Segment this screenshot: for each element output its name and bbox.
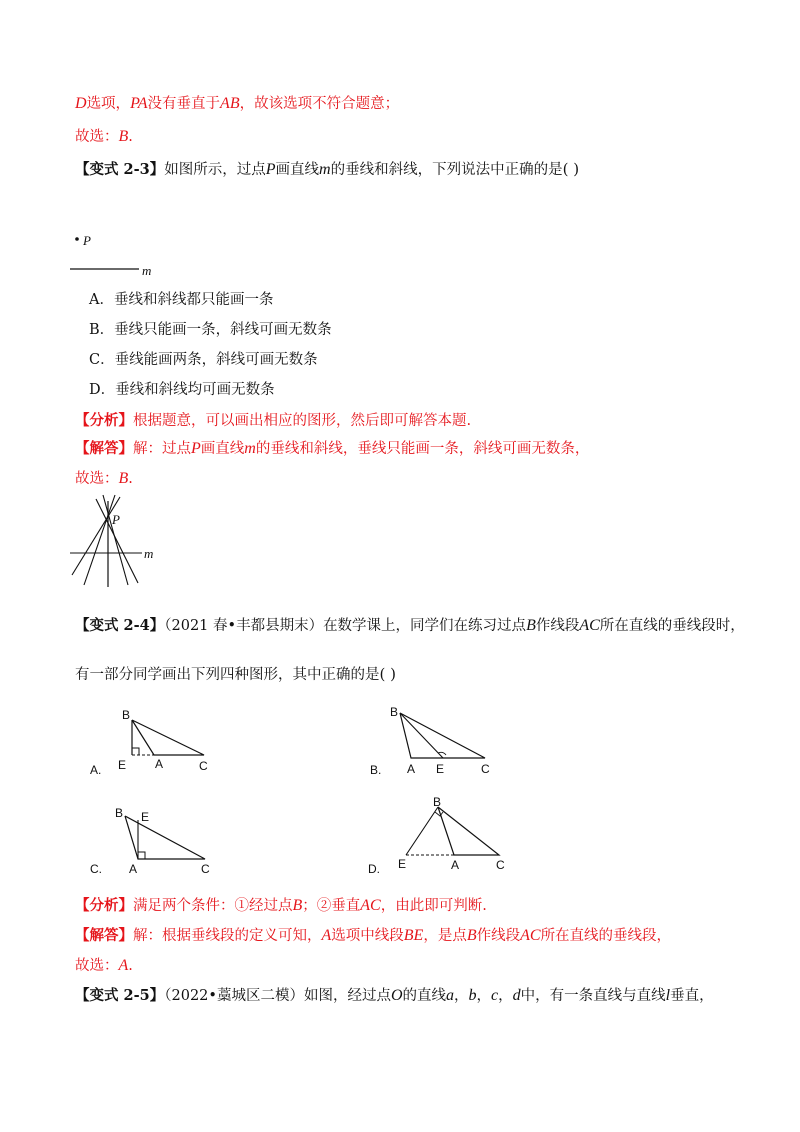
text: 有一部分同学画出下列四种图形，其中正确的是 [75,667,380,683]
answer-parens: ( ) [379,665,396,683]
text: . [128,471,133,487]
text: 解：根据垂线段的定义可知， [133,928,322,944]
option-a: A．垂线和斜线都只能画一条 [89,292,274,308]
point-p [75,237,79,241]
option-label: B. [370,763,382,777]
var-be: BE [403,927,424,944]
var-m: m [244,440,256,457]
text: 的直线 [402,988,447,1004]
text: 满足两个条件：①经过点 [133,898,293,914]
solution-2-3 [75,439,589,459]
triangle-abc [125,816,205,859]
text: ，故该选项不符合题意； [239,96,400,112]
segment-be [400,713,443,758]
figure-option-b [368,700,508,780]
triangle-abc [132,720,204,755]
text: 的垂线和斜线，垂线只能画一条，斜线可画无数条， [255,441,590,457]
text: 的垂线和斜线，下列说法中正确的是 [330,162,563,178]
label-a: A [407,762,416,776]
text: 没有垂直于 [147,96,221,112]
text: （2021 春•丰都县期末）在数学课上，同学们在练习过点 [164,618,527,634]
var-a: A [118,957,129,974]
option-label: A. [90,763,102,777]
choice-line-2 [75,469,133,489]
choice-line-3 [75,956,133,976]
label-e: E [141,810,150,824]
text: ， [454,988,469,1004]
label-p: P [83,233,91,248]
var-p: P [265,161,276,178]
var-a: a [446,987,455,1004]
oblique-line [84,495,115,585]
var-d: D [75,95,87,112]
analysis-2-4 [75,896,487,916]
choice-line-1 [75,127,133,147]
text: ，是点 [423,928,467,944]
text: 所在直线的垂线段， [540,928,672,944]
var-b: B [466,927,477,944]
label-c: C [496,858,505,872]
right-angle-mark [435,812,443,816]
text: 作线段 [535,618,580,634]
text: 中，有一条直线与直线 [520,988,666,1004]
var-b: B [118,128,129,145]
text: 作线段 [476,928,521,944]
text: . [128,958,133,974]
var-o: O [390,987,403,1004]
var-ac: AC [579,617,600,634]
figure-option-c [88,803,228,878]
answer-line-d [75,94,399,114]
var-p: P [191,440,201,457]
var-ac: AC [360,897,381,914]
label-p: P [112,512,120,527]
text: ， [498,988,513,1004]
var-l: l [665,987,671,1004]
label-e: E [398,857,407,871]
label-a: A [155,757,164,771]
text: 根据题意，可以画出相应的图形，然后即可解答本题. [133,413,472,429]
figure-lines-through-p [70,493,170,588]
label-a: A [129,862,138,876]
label-c: C [481,762,490,776]
text: 如图所示，过点 [164,162,266,178]
var-b: b [468,987,477,1004]
solution-tag: 【解答】 [75,440,133,457]
text: . [128,129,133,145]
var-m: m [319,161,331,178]
label-c: C [199,759,208,773]
var-b: B [118,470,129,487]
figure-point-and-line [70,230,170,285]
text: 选项， [86,96,131,112]
segment-be [406,807,438,855]
text: 故选： [75,471,119,487]
question-2-4 [75,616,745,636]
var-c: c [491,987,499,1004]
text: ；②垂直 [302,898,361,914]
label-m: m [144,546,154,561]
question-2-4-cont [75,664,396,685]
var-ab: AB [220,95,240,112]
label-a: A [451,858,460,872]
option-label: C. [90,862,102,876]
right-angle-mark [132,748,139,755]
label-c: C [201,862,210,876]
question-tag: 【变式 2-3】 [75,161,165,178]
text: 所在直线的垂线段时， [599,618,745,634]
figure-option-d [366,795,516,880]
right-angle-mark [138,852,145,859]
solution-2-4 [75,926,671,946]
oblique-line [72,497,120,575]
question-tag: 【变式 2-5】 [75,987,165,1004]
oblique-line [103,495,128,585]
text: （2022•藁城区二模）如图，经过点 [164,988,391,1004]
label-b: B [390,705,399,719]
label-e: E [436,762,445,776]
var-d: d [512,987,521,1004]
label-m: m [142,263,152,278]
text: ， [476,988,492,1004]
label-e: E [118,758,127,772]
answer-parens: ( ) [562,160,580,178]
figure-option-a [88,704,228,779]
option-label: D. [368,862,380,876]
text: 画直线 [275,162,320,178]
text: 垂直， [670,988,714,1004]
text: 解：过点 [133,441,191,457]
solution-tag: 【解答】 [75,927,133,944]
analysis-2-3 [75,411,471,431]
label-b: B [122,708,131,722]
triangle-abc [438,807,499,855]
question-2-5 [75,986,714,1006]
question-tag: 【变式 2-4】 [75,617,165,634]
analysis-tag: 【分析】 [75,412,133,429]
question-2-3 [75,159,579,180]
option-b: B．垂线只能画一条，斜线可画无数条 [89,322,332,338]
var-b: B [526,617,536,634]
var-pa: PA [130,95,148,112]
text: 故选： [75,129,119,145]
var-b: B [292,897,303,914]
label-b: B [433,795,442,809]
triangle-abc [400,713,485,758]
text: 画直线 [200,441,245,457]
option-c: C．垂线能画两条，斜线可画无数条 [89,352,318,368]
text: 选项中线段 [331,928,404,944]
option-d: D．垂线和斜线均可画无数条 [89,382,275,398]
var-a: A [321,927,332,944]
text: ，由此即可判断. [380,898,487,914]
label-b: B [115,806,124,820]
text: 故选： [75,958,119,974]
analysis-tag: 【分析】 [75,897,133,914]
var-ac: AC [520,927,541,944]
